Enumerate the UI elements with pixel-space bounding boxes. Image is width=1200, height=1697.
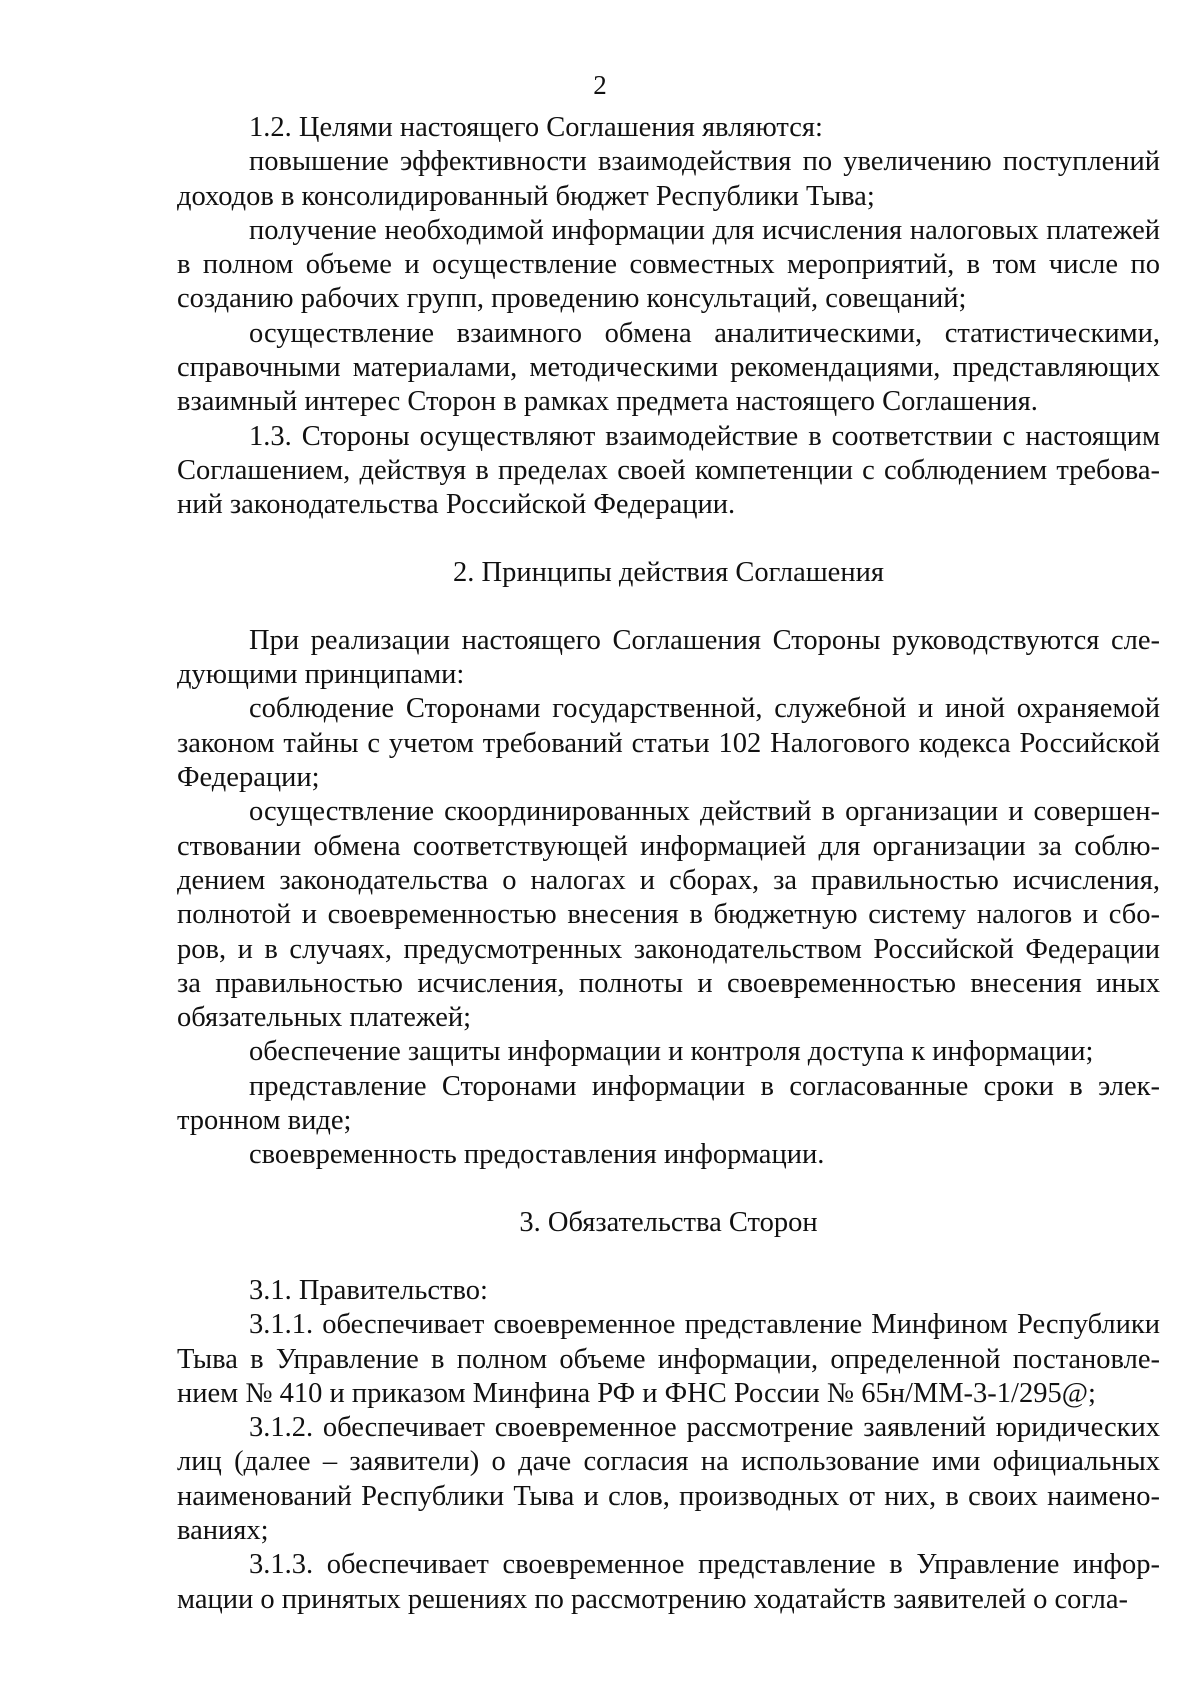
paragraph-3-1: 3.1. Правительство: bbox=[249, 1274, 488, 1306]
spacer bbox=[177, 1240, 1160, 1274]
spacer bbox=[177, 590, 1160, 624]
paragraph-principle-2: осуществление скоординированных действий в организации и совершенствовании обмена соответствующей информацией для организации за соблюдением законодательства о налогах и сборах, за правильностью исчисления, полнотой и своевременностью внесения в бюджетную систему налогов и сборов, и в случаях, предусмотренных законодательством Российской Федерации за правильностью исчисления, полноты и своевременностью внесения иных обязательных платежей; bbox=[177, 796, 1160, 1034]
paragraph-1-2: 1.2. Целями настоящего Соглашения являются: bbox=[249, 112, 823, 143]
paragraph-3-1-1: 3.1.1. обеспечивает своевременное представление Минфином Республики Тыва в Управление в полном объеме информации, определенной постановлением № 410 и приказом Минфина РФ и ФНС России № 65н/ММ-3-1/295@; bbox=[177, 1309, 1160, 1409]
spacer bbox=[177, 1173, 1160, 1206]
paragraph-1-3: 1.3. Стороны осуществляют взаимодействие в соответствии с настоящим Соглашением, действуя в пределах своей компетенции с соблюдением требований законодательства Российской Федерации. bbox=[177, 420, 1160, 521]
page-number: 2 bbox=[593, 70, 607, 100]
paragraph-3-1-3: 3.1.3. обеспечивает своевременное представление в Управление информации о принятых решениях по рассмотрению ходатайств заявителей о согла- bbox=[177, 1549, 1160, 1615]
paragraph-principles-intro: При реализации настоящего Соглашения Стороны руководствуются следующими принципами: bbox=[177, 624, 1160, 691]
paragraph-principle-3: обеспечение защиты информации и контроля доступа к информации; bbox=[249, 1036, 1094, 1068]
spacer bbox=[177, 523, 1160, 556]
paragraph-goal-3: осуществление взаимного обмена аналитическими, статистическими, справочными материалами, методическими рекомендациями, представляющих взаимный интерес Сторон в рамках предмета настоящего Соглашения. bbox=[177, 317, 1160, 418]
section-2-heading: 2. Принципы действия Соглашения bbox=[453, 556, 884, 588]
paragraph-principle-1: соблюдение Сторонами государственной, служебной и иной охраняемой законом тайны с учетом требований статьи 102 Налогового кодекса Российской Федерации; bbox=[177, 693, 1160, 794]
paragraph-principle-4: представление Сторонами информации в согласованные сроки в электронном виде; bbox=[177, 1070, 1160, 1137]
paragraph-3-1-2: 3.1.2. обеспечивает своевременное рассмотрение заявлений юридических лиц (далее – заявители) о даче согласия на использование ими официальных наименований Республики Тыва и слов, производных от них, в своих наименованиях; bbox=[177, 1412, 1160, 1546]
paragraph-goal-2: получение необходимой информации для исчисления налоговых платежей в полном объеме и осуществление совместных мероприятий, в том числе по созданию рабочих групп, проведению консультаций, совещаний; bbox=[177, 214, 1160, 315]
document-body bbox=[177, 111, 1160, 1617]
section-3-heading: 3. Обязательства Сторон bbox=[519, 1206, 818, 1238]
paragraph-principle-5: своевременность предоставления информации. bbox=[249, 1139, 825, 1171]
paragraph-goal-1: повышение эффективности взаимодействия по увеличению поступлений доходов в консолидированный бюджет Республики Тыва; bbox=[177, 146, 1160, 212]
